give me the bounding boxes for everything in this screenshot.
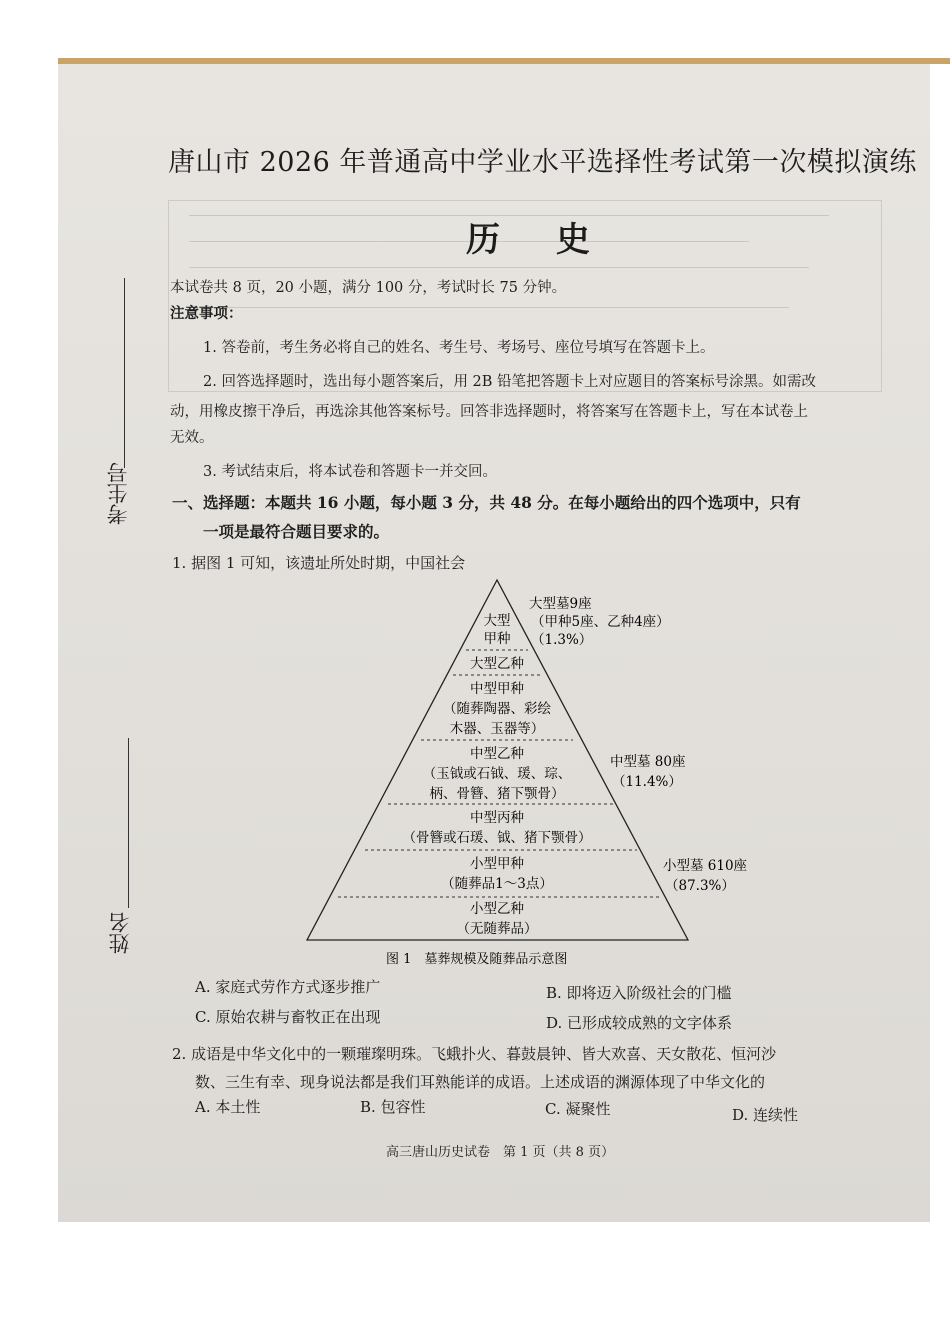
notice-heading: 注意事项： (170, 305, 243, 322)
layer-mid-b-goods-2: 柄、骨簪、猪下颚骨） (429, 786, 565, 802)
layer-large-b: 大型乙种 (470, 656, 524, 672)
section-heading: 一、选择题：本题共 16 小题，每小题 3 分，共 48 分。在每小题给出的四个选项中，只有 (172, 493, 801, 512)
q2-option-a: A. 本土性 (195, 1098, 261, 1116)
note-mid-percent: （11.4%） (612, 774, 682, 790)
notice-item-2-cont: 动，用橡皮擦干净后，再选涂其他答案标号。回答非选择题时，将答案写在答题卡上，写在本试卷上 (170, 404, 808, 420)
layer-mid-a-goods: （随葬陶器、彩绘 (443, 701, 551, 717)
note-small-count: 小型墓 610座 (663, 858, 748, 874)
notice-item-2-end: 无效。 (170, 430, 214, 446)
layer-mid-b: 中型乙种 (470, 746, 524, 762)
q1-option-b: B. 即将迈入阶级社会的门槛 (546, 984, 732, 1002)
exam-title: 唐山市 2026 年普通高中学业水平选择性考试第一次模拟演练 (168, 147, 917, 178)
notice-item-1: 1. 答卷前，考生务必将自己的姓名、考生号、考场号、座位号填写在答题卡上。 (203, 340, 715, 356)
layer-small-b-goods: （无随葬品） (456, 921, 538, 937)
exam-summary: 本试卷共 8 页，20 小题，满分 100 分，考试时长 75 分钟。 (170, 280, 567, 296)
q1-option-d: D. 已形成较成熟的文字体系 (546, 1014, 733, 1032)
note-large-count: 大型墓9座 (529, 596, 592, 612)
layer-small-a-goods: （随葬品1～3点） (441, 876, 553, 892)
figure-caption: 图 1 墓葬规模及随葬品示意图 (386, 952, 568, 967)
layer-mid-c-goods: （骨簪或石瑗、钺、猪下颚骨） (402, 830, 592, 846)
layer-mid-b-goods: （玉钺或石钺、瑗、琮、 (422, 766, 572, 782)
candidate-no-label: 考生号 (106, 462, 130, 525)
q2-stem: 2. 成语是中华文化中的一颗璀璨明珠。飞蛾扑火、暮鼓晨钟、皆大欢喜、天女散花、恒河沙 (172, 1045, 777, 1063)
note-mid-count: 中型墓 80座 (610, 754, 686, 770)
q2-stem-cont: 数、三生有幸、现身说法都是我们耳熟能详的成语。上述成语的渊源体现了中华文化的 (195, 1073, 766, 1091)
q1-option-a: A. 家庭式劳作方式逐步推广 (195, 978, 381, 996)
q2-option-b: B. 包容性 (360, 1098, 426, 1116)
layer-large-a: 大型 (483, 613, 511, 629)
layer-small-a: 小型甲种 (470, 856, 524, 872)
layer-mid-a: 中型甲种 (470, 681, 524, 697)
q2-option-c: C. 凝聚性 (545, 1100, 611, 1118)
layer-mid-a-goods-2: 木器、玉器等） (449, 721, 545, 737)
name-label: 姓名 (108, 912, 132, 954)
subject-title: 历 史 (466, 220, 612, 260)
layer-mid-c: 中型丙种 (470, 810, 524, 826)
page-footer: 高三唐山历史试卷 第 1 页（共 8 页） (386, 1145, 615, 1160)
note-large-percent: （1.3%） (531, 632, 593, 648)
layer-small-b: 小型乙种 (470, 901, 524, 917)
section-heading-cont: 一项是最符合题目要求的。 (203, 522, 390, 541)
q1-stem: 1. 据图 1 可知，该遗址所处时期，中国社会 (172, 554, 466, 572)
q2-option-d: D. 连续性 (732, 1106, 799, 1124)
q1-option-c: C. 原始农耕与畜牧正在出现 (195, 1008, 381, 1026)
note-small-percent: （87.3%） (665, 878, 735, 894)
note-large-detail: （甲种5座、乙种4座） (531, 614, 670, 630)
layer-large-a-2: 甲种 (483, 631, 511, 647)
notice-item-2: 2. 回答选择题时，选出每小题答案后，用 2B 铅笔把答题卡上对应题目的答案标号涂黑。如需改 (203, 374, 817, 390)
notice-item-3: 3. 考试结束后，将本试卷和答题卡一并交回。 (203, 464, 497, 480)
